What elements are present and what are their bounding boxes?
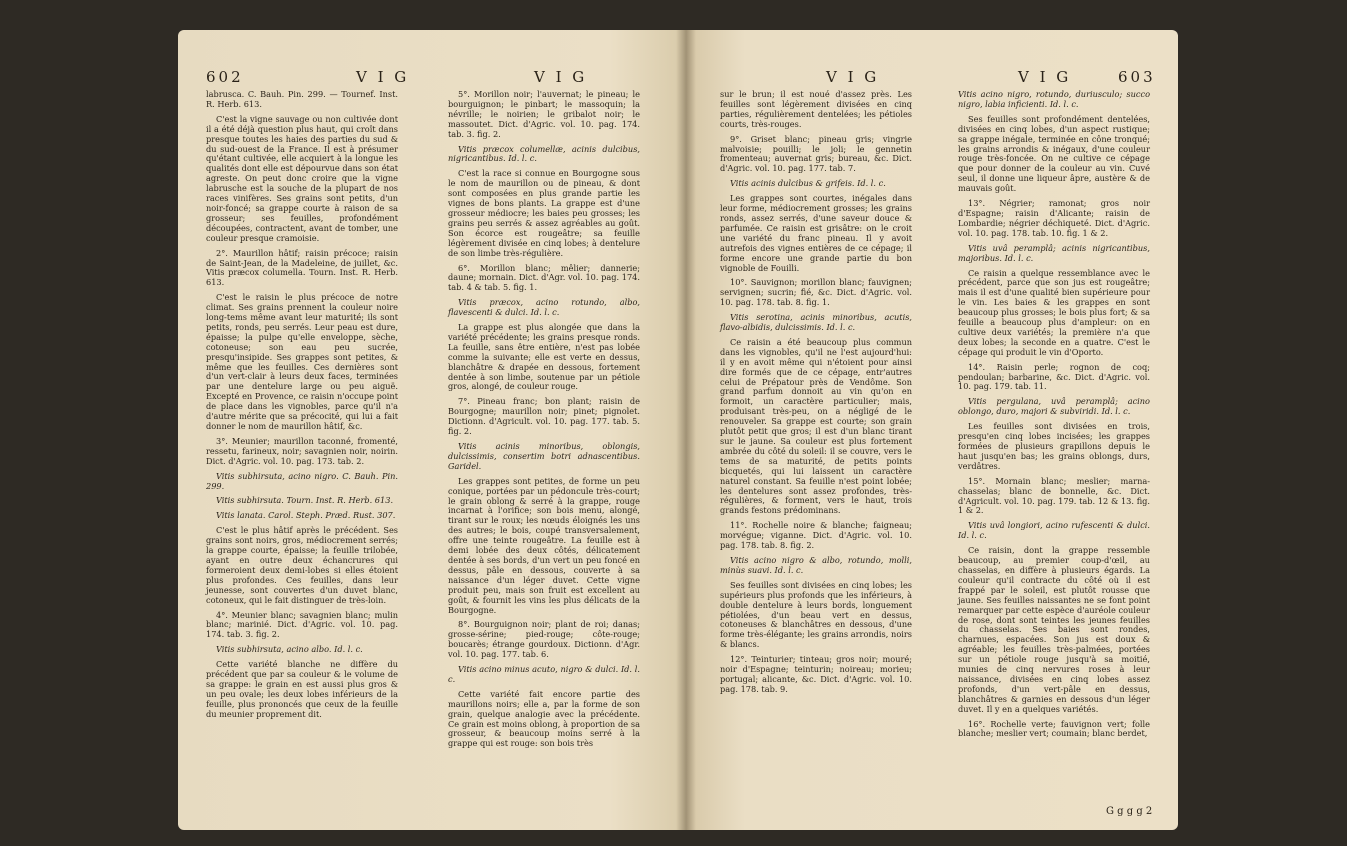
paragraph: 12°. Teinturier; tinteau; gros noir; mouré; noir d'Espagne; teinturin; noireau; morieu; portugal; alicante, &c. Dict. d'Agric. vol. 10. pag. 178. tab. 9. [720, 654, 912, 694]
paragraph: labrusca. C. Bauh. Pin. 299. — Tournef. Inst. R. Herb. 613. [206, 89, 398, 109]
paragraph: Vitis subhirsuta, acino albo. Id. l. c. [216, 644, 363, 655]
paragraph: 14°. Raisin perle; rognon de coq; pendoulan; barbarine, &c. Dict. d'Agric. vol. 10. pag. 179. tab. 11. [958, 361, 1150, 392]
paragraph: Vitis serotina, acinis minoribus, acutis, flavo-albidis, dulcissimis. Id. l. c. [720, 312, 912, 333]
book-spread [178, 30, 1178, 830]
paragraph: 15°. Mornain blanc; meslier; marna-chasselas; blanc de bonnelle, &c. Dict. d'Agricult. vol. 10. pag. 179. tab. 12 & 13. fig. 1 & 2. [958, 475, 1150, 516]
paragraph: Vitis uvâ longiori, acino rufescenti & dulci. Id. l. c. [958, 520, 1150, 541]
paragraph: Ses feuilles sont divisées en cinq lobes; les supérieurs plus profonds que les inférieurs, à double dentelure à leurs bords, longuement pétiolées, d'un beau vert en dessus, cotoneuses & blanchâtres en dessous, d'une forme très-élégante; les grains arrondis, noirs & blancs. [720, 579, 912, 650]
paragraph: 9°. Griset blanc; pineau gris; vingrie malvoisie; pouilli; le joli; le gennetin fromenteau; auvernat gris; bureau, &c. Dict. d'Agric. vol. 10. pag. 177. tab. 7. [720, 133, 912, 174]
paragraph: 11°. Rochelle noire & blanche; faigneau; morvégue; viganne. Dict. d'Agric. vol. 10. pag. 178. tab. 8. fig. 2. [720, 520, 912, 551]
paragraph: Vitis acinis minoribus, oblongis, dulcissimis, consertim botri adnascentibus. Garidel. [448, 441, 640, 471]
paragraph: Les grappes sont courtes, inégales dans leur forme, médiocrement grosses; les grains ronds, assez serrés, d'une saveur douce & parfumée. Ce raisin est grisâtre: on le croit une variété du franc pineau. Il y avoit autrefois des vignes entières de ce cépage; il forme encore une grande partie du bon vignoble de Fouilli. [720, 193, 912, 273]
paragraph: Ce raisin a quelque ressemblance avec le précédent, parce que son jus est rougeâtre; mais il est d'une qualité bien supérieure pour le vin. Les baies & les grappes en sont beaucoup plus grosses; le bois plus fort; & sa feuille a beaucoup plus d'ampleur: on en cultive deux variétés; la première n'a que deux lobes; la seconde en a quatre. C'est le cépage qui produit le vin d'Oporto. [958, 267, 1150, 357]
paragraph: 5°. Morillon noir; l'auvernat; le pineau; le bourguignon; le pinbart; le massoquin; la névrille; le noirien; le gribalot noir; le massoutet. Dict. d'Agric. vol. 10. pag. 174. tab. 3. fig. 2. [448, 89, 640, 139]
paragraph: Vitis acino nigro & albo, rotundo, molli, minùs suavi. Id. l. c. [720, 554, 912, 575]
paragraph: 7°. Pineau franc; bon plant; raisin de Bourgogne; maurillon noir; pinet; pignolet. Dictionn. d'Agricult. vol. 10. pag. 177. tab. 5. fig. 2. [448, 396, 640, 437]
paragraph: C'est la race si connue en Bourgogne sous le nom de maurillon ou de pineau, & dont sont composées en plus grande partie les vignes de bons plants. La grappe est d'une grosseur médiocre; les baies peu grosses; les grains peu serrés & assez agréables au goût. Son écorce est rougeâtre; sa feuille légèrement divisée en cinq lobes; à dentelure de son limbe très-régulière. [448, 168, 640, 258]
paragraph: Vitis præcox columellæ, acinis dulcibus, nigricantibus. Id. l. c. [448, 143, 640, 164]
paragraph: Cette variété fait encore partie des maurillons noirs; elle a, par la forme de son grain, quelque analogie avec la précédente. Ce grain est moins oblong, à proportion de sa grosseur, & beaucoup moins serré à la grappe qui est rouge: son bois très [448, 688, 640, 749]
right-column-1 [720, 90, 912, 700]
paragraph: 4°. Meunier blanc; savagnien blanc; mulin blanc; marinié. Dict. d'Agric. vol. 10. pag. 174. tab. 3. fig. 2. [206, 609, 398, 640]
book-gutter [676, 30, 696, 830]
paragraph: 8°. Bourguignon noir; plant de roi; danas; grosse-sérine; pied-rouge; côte-rouge; boucarès; étrange gourdoux. Dictionn. d'Agr. vol. 10. pag. 177. tab. 6. [448, 619, 640, 660]
paragraph: 13°. Négrier; ramonat; gros noir d'Espagne; raisin d'Alicante; raisin de Lombardie; négrier déchiqueté. Dict. d'Agric. vol. 10. pag. 178. tab. 10. fig. 1 & 2. [958, 198, 1150, 238]
paragraph: 3°. Meunier; maurillon taconné, fromenté, ressetu, farineux, noir; savagnien noir, noirin. Dict. d'Agric. vol. 10. pag. 173. tab. 2. [206, 435, 398, 466]
left-page [178, 30, 686, 830]
paragraph: Vitis subhirsuta, acino nigro. C. Bauh. Pin. 299. [206, 470, 398, 491]
paragraph: Vitis lanata. Carol. Steph. Præd. Rust. 307. [216, 510, 396, 521]
paragraph: Vitis præcox, acino rotundo, albo, flavescenti & dulci. Id. l. c. [448, 297, 640, 318]
paragraph: Vitis acinis dulcibus & grifeis. Id. l. c. [730, 178, 886, 189]
running-head-left-1: V I G [356, 68, 410, 86]
paragraph: 16°. Rochelle verte; fauvignon vert; folle blanche; meslier vert; coumain; blanc berdet, [958, 718, 1150, 739]
paragraph: 10°. Sauvignon; morillon blanc; fauvignen; servignen; sucrin; fié, &c. Dict. d'Agric. vol. 10. pag. 178. tab. 8. fig. 1. [720, 277, 912, 308]
paragraph: Vitis subhirsuta. Tourn. Inst. R. Herb. 613. [216, 495, 394, 506]
paragraph: sur le brun; il est noué d'assez près. Les feuilles sont légèrement divisées en cinq parties, régulièrement dentelées; les pétioles courts, très-rouges. [720, 89, 912, 129]
paragraph: C'est le plus hâtif après le précédent. Ses grains sont noirs, gros, médiocrement serrés; la grappe courte, épaisse; la feuille trilobée, ayant en outre deux échancrures qui formeroient deux demi-lobes si elles étoient plus profondes. Ces feuilles, dans leur jeunesse, sont couvertes d'un duvet blanc, cotoneux, qui le fait distinguer de très-loin. [206, 525, 398, 605]
right-column-2 [958, 90, 1150, 744]
paragraph: C'est le raisin le plus précoce de notre climat. Ses grains prennent la couleur noire long-tems même avant leur maturité; ils sont petits, ronds, peu serrés. Leur peau est dure, épaisse; la pulpe qu'elle enveloppe, sèche, cotoneuse; son eau peu sucrée, presqu'insipide. Ses grappes sont petites, & même que les feuilles. Ces dernières sont d'un vert-clair à leurs deux faces, terminées par une dentelure large ou peu aiguë. Excepté en Provence, ce raisin n'occupe point de place dans les vignobles, parce qu'il n'a d'autre mérite que sa précocité, qui lui a fait donner le nom de maurillon hâtif, &c. [206, 292, 398, 431]
paragraph: Les grappes sont petites, de forme un peu conique, portées par un pédoncule très-court; le grain oblong & serré à la grappe, rouge incarnat à l'orifice; son bois menu, alongé, tirant sur le roux; les nœuds éloignés les uns des autres; le bois, coupé transversalement, offre une teinte rougeâtre. La feuille est à demi lobée des deux côtés, délicatement dentée à ses bords, d'un vert un peu foncé en dessus, pâle en dessous, couverte à sa naissance d'un léger duvet. Cette vigne produit peu, mais son fruit est excellent au goût, & fournit les vins les plus délicats de la Bourgogne. [448, 475, 640, 615]
paragraph: 2°. Maurillon hâtif; raisin précoce; raisin de Saint-Jean, de la Madeleine, de juillet, &c. Vitis præcox columella. Tourn. Inst. R. Herb. 613. [206, 247, 398, 288]
running-head-right-2: V I G [1018, 68, 1072, 86]
paragraph: Vitis pergulana, uvâ peramplâ; acino oblongo, duro, majori & subviridi. Id. l. c. [958, 396, 1150, 417]
paragraph: 6°. Morillon blanc; mêlier; dannerie; daune; mornain. Dict. d'Agr. vol. 10. pag. 174. tab. 4 & tab. 5. fig. 1. [448, 262, 640, 293]
signature-mark: G g g g 2 [1106, 806, 1153, 817]
paragraph: Vitis acino minus acuto, nigro & dulci. Id. l. c. [448, 664, 640, 684]
paragraph: Cette variété blanche ne diffère du précédent que par sa couleur & le volume de sa grappe: le grain en est aussi plus gros & un peu ovale; les deux lobes inférieurs de la feuille, plus prononcés que ceux de la feuille du meunier proprement dit. [206, 659, 398, 719]
page-number-left: 602 [206, 68, 244, 86]
paragraph: Ce raisin, dont la grappe ressemble beaucoup, au premier coup-d'œil, au chasselas, en diffère à plusieurs égards. La couleur qu'il contracte du côté où il est frappé par le soleil, est plutôt rousse que jaune. Ses feuilles naissantes ne se font point remarquer par cette espèce d'auréole couleur de rose, dont sont teintes les jeunes feuilles du chasselas. Ses baies sont rondes, charnues, espacées. Son jus est doux & agréable; les feuilles très-palmées, portées sur un pétiole rouge jusqu'à sa moitié, munies de cinq nervures roses à leur naissance, divisées en cinq lobes assez profonds, d'un vert-pâle en dessus, blanchâtres & garnies en dessous d'un léger duvet. Il y en a quelques variétés. [958, 545, 1150, 714]
paragraph: Vitis acino nigro, rotundo, duriusculo; succo nigro, labia inficienti. Id. l. c. [958, 89, 1150, 109]
paragraph: Ce raisin a été beaucoup plus commun dans les vignobles, qu'il ne l'est aujourd'hui: il y en avoit même qui n'étoient pour ainsi dire formés que de ce cépage, entr'autres celui de Prépatour près de Vendôme. Son grand parfum donnoit au vin qu'on en formoit, un caractère particulier; mais, produisant très-peu, on a négligé de le renouveler. Sa grappe est courte; son grain plutôt petit que gros; il est d'un blanc tirant sur le jaune. Sa couleur est plus fortement ambrée du côté du soleil: il se couvre, vers le tems de sa maturité, de petits points bicquetés, qui lui laissent un caractère naturel constant. Sa feuille n'est point lobée; les dentelures sont assez profondes, très-régulières, & forment, vers le haut, trois grands festons prédominans. [720, 336, 912, 516]
running-head-left-2: V I G [534, 68, 588, 86]
paragraph: Vitis uvâ peramplâ; acinis nigricantibus, majoribus. Id. l. c. [958, 242, 1150, 263]
paragraph: Les feuilles sont divisées en trois, presqu'en cinq lobes incisées; les grappes formées de plusieurs grapillons depuis le haut jusqu'en bas; les grains oblongs, durs, verdâtres. [958, 421, 1150, 471]
paragraph: Ses feuilles sont profondément dentelées, divisées en cinq lobes, d'un aspect rustique; sa grappe inégale, terminée en cône tronqué; les grains arrondis & inégaux, d'une couleur rouge très-foncée. On ne cultive ce cépage que pour donner de la couleur au vin. Cuvé seul, il donne une liqueur âpre, austère & de mauvais goût. [958, 113, 1150, 194]
running-head-right-1: V I G [826, 68, 880, 86]
paragraph: La grappe est plus alongée que dans la variété précédente; les grains presque ronds. La feuille, sans être entière, n'est pas lobée comme la suivante; elle est verte en dessus, blanchâtre & drapée en dessous, fortement dentée à son limbe, soutenue par un pétiole gros, alongé, de couleur rouge. [448, 322, 640, 392]
left-column-2 [448, 90, 640, 754]
left-column-1 [206, 90, 398, 725]
right-page [686, 30, 1178, 830]
page-number-right: 603 [1118, 68, 1156, 86]
paragraph: C'est la vigne sauvage ou non cultivée dont il a été déjà question plus haut, qui croît dans presque toutes les haies des parties du sud & du sud-ouest de la France. Il est à présumer qu'étant cultivée, elle acquiert à la longue les qualités dont elle est dépourvue dans son état agreste. On peut donc croire que la vigne labrusche est la souche de la plupart de nos races vinifères. Ses grains sont petits, d'un noir-foncé; sa grappe courte à raison de sa grosseur; ses feuilles, profondément découpées, contractent, avant de tomber, une couleur presque cramoisie. [206, 113, 398, 243]
